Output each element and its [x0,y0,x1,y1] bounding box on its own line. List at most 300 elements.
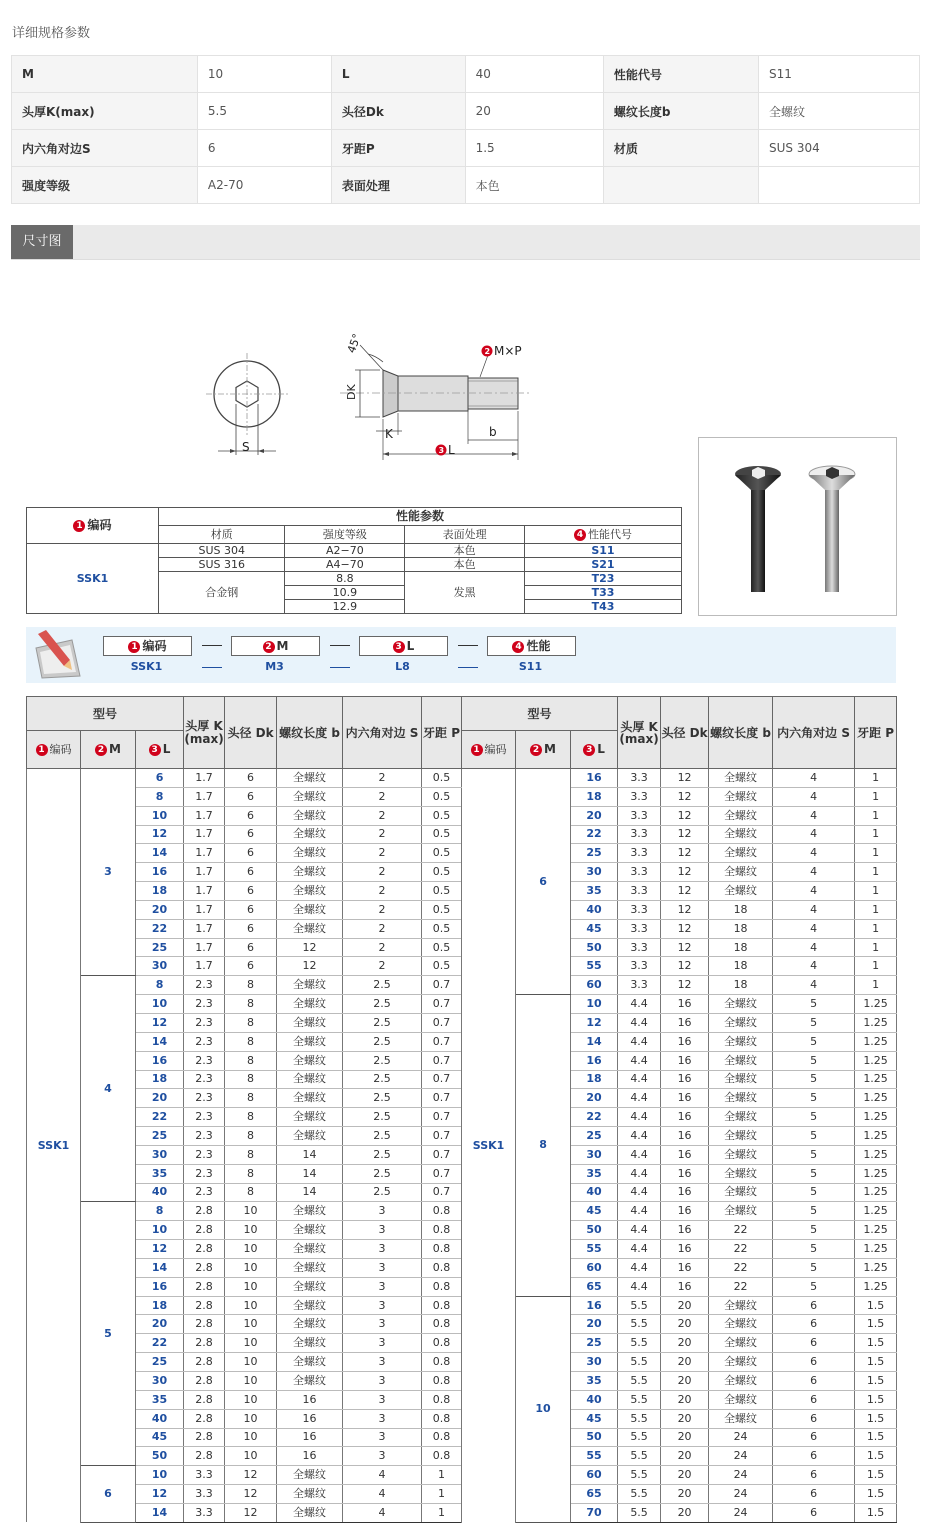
spec-key: 强度等级 [12,167,198,204]
k-cell: 3.3 [618,919,661,938]
p-cell: 1.5 [855,1353,897,1372]
p-cell: 1 [422,1485,462,1504]
k-cell: 4.4 [618,1070,661,1089]
l-cell: 55 [571,1240,618,1259]
l-cell: 20 [571,806,618,825]
b-cell: 24 [709,1447,773,1466]
spec-key: 牙距P [331,130,465,167]
p-cell: 1.25 [855,1013,897,1032]
b-cell: 全螺纹 [709,1409,773,1428]
dk-cell: 20 [661,1409,709,1428]
k-cell: 2.3 [184,1089,225,1108]
dk-cell: 16 [661,1277,709,1296]
p-cell: 0.8 [422,1202,462,1221]
p-cell: 1.25 [855,1032,897,1051]
dk-cell: 10 [225,1390,277,1409]
k-cell: 2.3 [184,1032,225,1051]
dk-cell: 8 [225,1070,277,1089]
b-cell: 全螺纹 [709,806,773,825]
s-cell: 4 [773,919,855,938]
b-cell: 全螺纹 [709,995,773,1014]
l-cell: 14 [136,1032,184,1051]
p-cell: 0.5 [422,825,462,844]
l-cell: 25 [136,1127,184,1146]
dk-cell: 12 [661,825,709,844]
s-cell: 2.5 [343,1164,422,1183]
k-cell: 4.4 [618,1277,661,1296]
l-cell: 40 [136,1183,184,1202]
dimension-table [26,696,897,1523]
s-cell: 3 [343,1447,422,1466]
l-cell: 25 [571,844,618,863]
k-cell: 1.7 [184,919,225,938]
dk-cell: 20 [661,1447,709,1466]
k-cell: 2.8 [184,1296,225,1315]
s-cell: 2.5 [343,1183,422,1202]
k-cell: 2.8 [184,1428,225,1447]
l-cell: 30 [136,1372,184,1391]
perf-code-cell: S11 [524,544,681,558]
p-cell: 0.5 [422,844,462,863]
s-cell: 4 [773,863,855,882]
dk-cell: 6 [225,863,277,882]
b-cell: 全螺纹 [709,1202,773,1221]
dk-cell: 16 [661,1183,709,1202]
table-row [27,769,897,788]
k-cell: 5.5 [618,1372,661,1391]
spec-value: 10 [197,56,331,93]
b-cell: 全螺纹 [709,1315,773,1334]
header-s: 内六角对边 S [773,697,855,769]
header-surface: 表面处理 [405,526,525,544]
l-cell: 12 [571,1013,618,1032]
header-material: 材质 [159,526,285,544]
s-cell: 2 [343,919,422,938]
m-cell: 10 [516,1296,571,1522]
dk-label: DK [345,384,358,400]
s-cell: 3 [343,1428,422,1447]
b-cell: 全螺纹 [709,1089,773,1108]
l-cell: 14 [136,844,184,863]
s-cell: 6 [773,1447,855,1466]
spec-key: L [331,56,465,93]
p-cell: 0.8 [422,1258,462,1277]
s-cell: 3 [343,1372,422,1391]
p-cell: 1.25 [855,995,897,1014]
p-cell: 1.25 [855,1164,897,1183]
pencil-note-icon [32,630,84,680]
k-cell: 2.8 [184,1258,225,1277]
l-cell: 30 [136,1145,184,1164]
code-cell: SSK1 [27,769,81,1523]
dk-cell: 12 [225,1485,277,1504]
p-cell: 1.5 [855,1503,897,1522]
dk-cell: 6 [225,844,277,863]
grade-cell: 10.9 [285,586,405,600]
p-cell: 1.25 [855,1108,897,1127]
dk-cell: 8 [225,1013,277,1032]
surface-cell: 发黑 [405,572,525,614]
s-cell: 2 [343,863,422,882]
b-cell: 全螺纹 [277,1503,343,1522]
l-cell: 6 [136,769,184,788]
p-cell: 0.7 [422,1032,462,1051]
p-cell: 0.7 [422,1089,462,1108]
header-dk: 头径 Dk [661,697,709,769]
k-cell: 5.5 [618,1428,661,1447]
s-cell: 6 [773,1409,855,1428]
b-cell: 全螺纹 [277,1127,343,1146]
s-cell: 5 [773,1089,855,1108]
header-k: 头厚 K (max) [184,697,225,769]
l-cell: 35 [571,1164,618,1183]
b-cell: 18 [709,900,773,919]
p-cell: 1 [422,1466,462,1485]
s-cell: 2 [343,787,422,806]
s-cell: 4 [773,787,855,806]
l-cell: 30 [571,863,618,882]
k-cell: 5.5 [618,1409,661,1428]
spec-value: SUS 304 [759,130,920,167]
b-cell: 全螺纹 [277,1108,343,1127]
p-cell: 1 [855,806,897,825]
p-cell: 1.5 [855,1447,897,1466]
dk-cell: 12 [661,976,709,995]
k-cell: 4.4 [618,1183,661,1202]
l-cell: 18 [571,1070,618,1089]
spec-key: 内六角对边S [12,130,198,167]
b-cell: 全螺纹 [709,863,773,882]
b-cell: 18 [709,976,773,995]
b-cell: 14 [277,1164,343,1183]
p-cell: 0.7 [422,1051,462,1070]
s-cell: 6 [773,1485,855,1504]
b-cell: 全螺纹 [709,769,773,788]
dk-cell: 16 [661,1202,709,1221]
k-cell: 2.8 [184,1353,225,1372]
b-cell: 全螺纹 [277,863,343,882]
k-cell: 4.4 [618,1240,661,1259]
order-label-perf: 4 性能 [487,636,576,656]
b-cell: 全螺纹 [277,1296,343,1315]
s-cell: 4 [773,806,855,825]
b-cell: 全螺纹 [709,844,773,863]
p-cell: 1 [855,844,897,863]
dk-cell: 6 [225,938,277,957]
s-cell: 3 [343,1390,422,1409]
s-cell: 4 [773,882,855,901]
l-cell: 10 [136,1221,184,1240]
s-cell: 5 [773,1164,855,1183]
header-b: 螺纹长度 b [277,697,343,769]
l-cell: 25 [571,1334,618,1353]
p-cell: 0.7 [422,1183,462,1202]
svg-text:3: 3 [438,446,445,455]
b-cell: 全螺纹 [277,1070,343,1089]
s-cell: 4 [773,900,855,919]
l-cell: 16 [136,1277,184,1296]
k-cell: 3.3 [618,825,661,844]
dk-cell: 10 [225,1240,277,1259]
k-cell: 1.7 [184,900,225,919]
s-cell: 3 [343,1353,422,1372]
l-cell: 55 [571,1447,618,1466]
spec-key: 材质 [603,130,758,167]
b-cell: 16 [277,1447,343,1466]
dk-cell: 8 [225,1164,277,1183]
dk-cell: 20 [661,1372,709,1391]
k-cell: 3.3 [184,1503,225,1522]
s-cell: 2.5 [343,1032,422,1051]
spec-value: 全螺纹 [759,93,920,130]
p-cell: 0.5 [422,863,462,882]
k-cell: 4.4 [618,1258,661,1277]
k-cell: 2.3 [184,1051,225,1070]
l-cell: 22 [136,919,184,938]
p-cell: 1 [855,825,897,844]
p-cell: 1.5 [855,1409,897,1428]
dk-cell: 16 [661,1089,709,1108]
header-dk: 头径 Dk [225,697,277,769]
b-cell: 全螺纹 [277,1202,343,1221]
k-cell: 2.3 [184,1145,225,1164]
p-cell: 1.25 [855,1089,897,1108]
grade-cell: 12.9 [285,600,405,614]
b-cell: 全螺纹 [277,995,343,1014]
s-cell: 3 [343,1202,422,1221]
s-cell: 3 [343,1315,422,1334]
p-cell: 0.8 [422,1334,462,1353]
p-cell: 1 [855,976,897,995]
order-value-perf: S11 [518,660,543,673]
l-cell: 12 [136,1013,184,1032]
s-cell: 4 [773,844,855,863]
p-cell: 1 [855,882,897,901]
spec-value: 1.5 [465,130,603,167]
k-cell: 2.3 [184,995,225,1014]
spec-value: 20 [465,93,603,130]
b-cell: 16 [277,1390,343,1409]
s-cell: 5 [773,1051,855,1070]
s-cell: 6 [773,1353,855,1372]
k-cell: 4.4 [618,1089,661,1108]
s-cell: 4 [343,1485,422,1504]
k-cell: 4.4 [618,1221,661,1240]
l-cell: 60 [571,976,618,995]
s-cell: 5 [773,1221,855,1240]
p-cell: 0.5 [422,938,462,957]
dk-cell: 12 [225,1503,277,1522]
b-cell: 全螺纹 [709,1108,773,1127]
p-cell: 1 [855,787,897,806]
s-cell: 4 [773,976,855,995]
p-cell: 0.5 [422,957,462,976]
spec-row [12,167,920,204]
dk-cell: 20 [661,1353,709,1372]
order-value-code: SSK1 [130,660,163,673]
l-cell: 18 [136,882,184,901]
b-cell: 全螺纹 [277,1013,343,1032]
dk-cell: 20 [661,1334,709,1353]
header-l: 3 L [136,731,184,769]
p-cell: 0.8 [422,1390,462,1409]
m-cell: 4 [81,976,136,1202]
b-cell: 全螺纹 [709,1390,773,1409]
b-cell: 全螺纹 [277,1032,343,1051]
dk-cell: 10 [225,1221,277,1240]
mp-label: M×P [494,344,522,358]
dk-cell: 10 [225,1315,277,1334]
b-cell: 全螺纹 [709,1183,773,1202]
k-cell: 1.7 [184,938,225,957]
m-cell: 8 [516,995,571,1297]
m-cell: 5 [81,1202,136,1466]
dk-cell: 12 [661,806,709,825]
p-cell: 1.5 [855,1485,897,1504]
s-cell: 2.5 [343,976,422,995]
dk-cell: 8 [225,1051,277,1070]
l-cell: 16 [571,769,618,788]
p-cell: 1.25 [855,1202,897,1221]
l-cell: 50 [571,1221,618,1240]
s-cell: 2.5 [343,995,422,1014]
k-cell: 3.3 [184,1485,225,1504]
dk-cell: 16 [661,1145,709,1164]
code-cell: SSK1 [462,769,516,1523]
spec-key [603,167,758,204]
b-cell: 全螺纹 [709,825,773,844]
l-cell: 12 [136,1485,184,1504]
p-cell: 0.5 [422,787,462,806]
s-cell: 2.5 [343,1108,422,1127]
p-cell: 0.8 [422,1277,462,1296]
tab-dimension-drawing[interactable]: 尺寸图 [11,225,73,259]
l-cell: 14 [571,1032,618,1051]
k-cell: 2.8 [184,1221,225,1240]
perf-code-cell: T43 [524,600,681,614]
b-cell: 18 [709,919,773,938]
b-cell: 全螺纹 [709,1334,773,1353]
p-cell: 0.5 [422,882,462,901]
spec-value: 40 [465,56,603,93]
l-cell: 35 [571,882,618,901]
s-cell: 5 [773,1013,855,1032]
dk-cell: 8 [225,1145,277,1164]
l-cell: 20 [136,900,184,919]
section-title: 详细规格参数 [12,26,91,41]
l-cell: 12 [136,1240,184,1259]
b-cell: 14 [277,1183,343,1202]
product-photo [698,437,897,616]
header-p: 牙距 P [855,697,897,769]
p-cell: 1.25 [855,1070,897,1089]
material-cell: SUS 316 [159,558,285,572]
spec-value: S11 [759,56,920,93]
dk-cell: 20 [661,1296,709,1315]
perf-code-cell: S21 [524,558,681,572]
l-cell: 30 [571,1353,618,1372]
dk-cell: 6 [225,957,277,976]
b-cell: 全螺纹 [709,1145,773,1164]
s-cell: 5 [773,1240,855,1259]
b-cell: 全螺纹 [709,882,773,901]
s-cell: 6 [773,1503,855,1522]
spec-key: 头径Dk [331,93,465,130]
s-cell: 3 [343,1240,422,1259]
header-code: 1 编码 [27,508,159,544]
l-cell: 20 [136,1089,184,1108]
s-cell: 5 [773,995,855,1014]
dk-cell: 12 [661,919,709,938]
s-cell: 6 [773,1466,855,1485]
l-cell: 70 [571,1503,618,1522]
dk-cell: 6 [225,919,277,938]
b-cell: 全螺纹 [277,1240,343,1259]
l-cell: 18 [136,1070,184,1089]
k-cell: 5.5 [618,1390,661,1409]
s-label: S [242,440,250,454]
k-cell: 3.3 [618,806,661,825]
dk-cell: 12 [661,787,709,806]
dk-cell: 6 [225,825,277,844]
s-cell: 4 [343,1466,422,1485]
dk-cell: 12 [661,844,709,863]
b-cell: 全螺纹 [277,976,343,995]
k-cell: 1.7 [184,769,225,788]
b-cell: 全螺纹 [709,1372,773,1391]
k-cell: 5.5 [618,1296,661,1315]
p-cell: 1.5 [855,1334,897,1353]
k-cell: 5.5 [618,1353,661,1372]
p-cell: 0.7 [422,1127,462,1146]
s-cell: 3 [343,1296,422,1315]
l-cell: 18 [136,1296,184,1315]
b-cell: 18 [709,957,773,976]
p-cell: 0.7 [422,1108,462,1127]
l-cell: 65 [571,1277,618,1296]
k-cell: 3.3 [618,957,661,976]
k-cell: 1.7 [184,863,225,882]
b-cell: 全螺纹 [709,1013,773,1032]
p-cell: 0.8 [422,1409,462,1428]
dk-cell: 12 [661,900,709,919]
perf-code-cell: T33 [524,586,681,600]
header-m: 2 M [516,731,571,769]
performance-table [26,507,682,614]
p-cell: 0.7 [422,976,462,995]
dk-cell: 10 [225,1202,277,1221]
dk-cell: 10 [225,1258,277,1277]
perf-code-cell: T23 [524,572,681,586]
b-cell: 全螺纹 [277,1353,343,1372]
dk-cell: 8 [225,1108,277,1127]
p-cell: 0.5 [422,769,462,788]
dk-cell: 8 [225,995,277,1014]
l-label: L [448,443,455,457]
p-cell: 0.7 [422,1013,462,1032]
s-cell: 4 [773,957,855,976]
spec-key: 表面处理 [331,167,465,204]
dk-cell: 8 [225,1127,277,1146]
order-example [26,627,896,683]
l-cell: 25 [571,1127,618,1146]
spec-value: 本色 [465,167,603,204]
l-cell: 18 [571,787,618,806]
k-cell: 3.3 [618,769,661,788]
dk-cell: 6 [225,882,277,901]
b-cell: 全螺纹 [277,1466,343,1485]
b-cell: 全螺纹 [277,1258,343,1277]
